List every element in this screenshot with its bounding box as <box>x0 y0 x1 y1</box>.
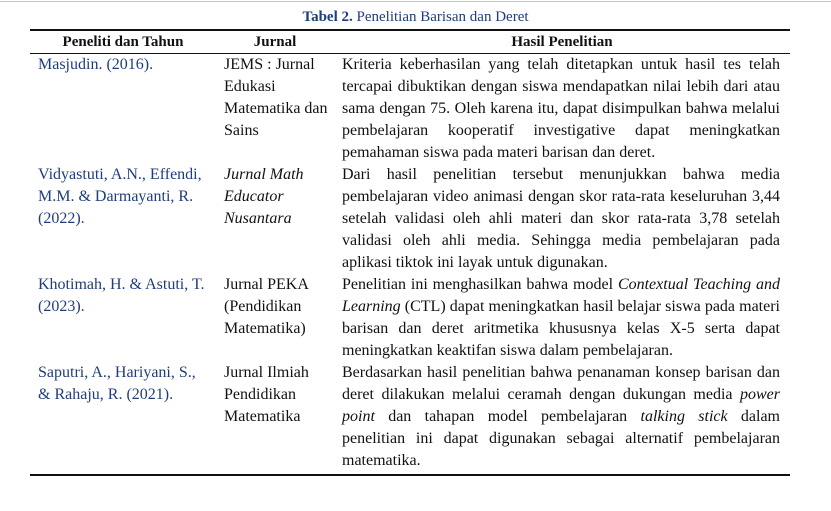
result-text: Penelitian ini menghasilkan bahwa model <box>342 276 618 293</box>
table-caption <box>0 8 831 26</box>
header-author: Peneliti dan Tahun <box>30 30 216 54</box>
table-row <box>30 164 790 274</box>
caption-title: Penelitian Barisan dan Deret <box>356 9 529 25</box>
result-text: Kriteria keberhasilan yang telah ditetapkan untuk hasil tes telah tercapai dibuktikan dengan siswa mendapatkan nilai lebih dari atau sama dengan 75. Oleh karena itu, dapat disimpulkan bahwa melalui pembelajaran kooperatif investigative dapat meningkatkan pemahaman siswa pada materi barisan dan deret. <box>342 56 780 161</box>
table-row <box>30 54 790 165</box>
author-link[interactable]: Khotimah, H. & Astuti, T. (2023). <box>38 276 205 315</box>
research-table <box>30 29 790 476</box>
table-row <box>30 274 790 362</box>
journal-cell: JEMS : Jurnal Edukasi Matematika dan Sains <box>224 56 328 139</box>
result-cell <box>334 362 790 475</box>
author-cell <box>30 54 216 165</box>
result-cell <box>334 164 790 274</box>
table-row <box>30 362 790 475</box>
author-link[interactable]: Masjudin. (2016). <box>38 56 154 73</box>
author-link[interactable]: Vidyastuti, A.N., Effendi, M.M. & Darmayanti, R. (2022). <box>38 166 202 227</box>
header-row <box>30 30 790 54</box>
journal-cell: Jurnal PEKA (Pendidikan Matematika) <box>224 276 308 337</box>
header-result: Hasil Penelitian <box>334 30 790 54</box>
journal-cell: Jurnal Ilmiah Pendidikan Matematika <box>216 362 334 475</box>
author-cell <box>30 274 216 362</box>
author-cell <box>30 362 216 475</box>
author-link[interactable]: Saputri, A., Hariyani, S., & Rahaju, R. (2021). <box>38 364 196 403</box>
result-text: dan tahapan model pembelajaran <box>374 408 641 425</box>
result-text: (CTL) dapat meningkatkan hasil belajar siswa pada materi barisan dan deret aritmetika khususnya kelas X-5 serta dapat meningkatkan keaktifan siswa dalam pembelajaran. <box>342 298 780 359</box>
journal-cell: Jurnal Math Educator Nusantara <box>224 166 304 227</box>
italic-term: talking stick <box>640 408 728 425</box>
italic-term: Contextual Teaching and Learning <box>342 276 780 315</box>
result-text: Berdasarkan hasil penelitian bahwa penanaman konsep barisan dan deret dilakukan melalui ceramah dengan dukungan media <box>342 364 780 403</box>
result-text: dalam penelitian ini dapat digunakan sebagai alternatif pembelajaran matematika. <box>342 408 781 469</box>
italic-term: power point <box>342 386 780 425</box>
result-text: Dari hasil penelitian tersebut menunjukkan bahwa media pembelajaran video animasi dengan skor rata-rata keseluruhan 3,44 setelah validasi oleh ahli materi dan skor rata-rata 3,78 setelah validasi oleh ahli media. Sehingga media pembelajaran pada aplikasi tiktok ini layak untuk digunakan. <box>342 166 780 271</box>
header-journal: Jurnal <box>216 30 334 54</box>
top-divider <box>0 1 831 2</box>
result-cell <box>334 274 790 362</box>
result-cell <box>334 54 790 165</box>
author-cell <box>30 164 216 274</box>
caption-number: Tabel 2. <box>302 9 353 25</box>
